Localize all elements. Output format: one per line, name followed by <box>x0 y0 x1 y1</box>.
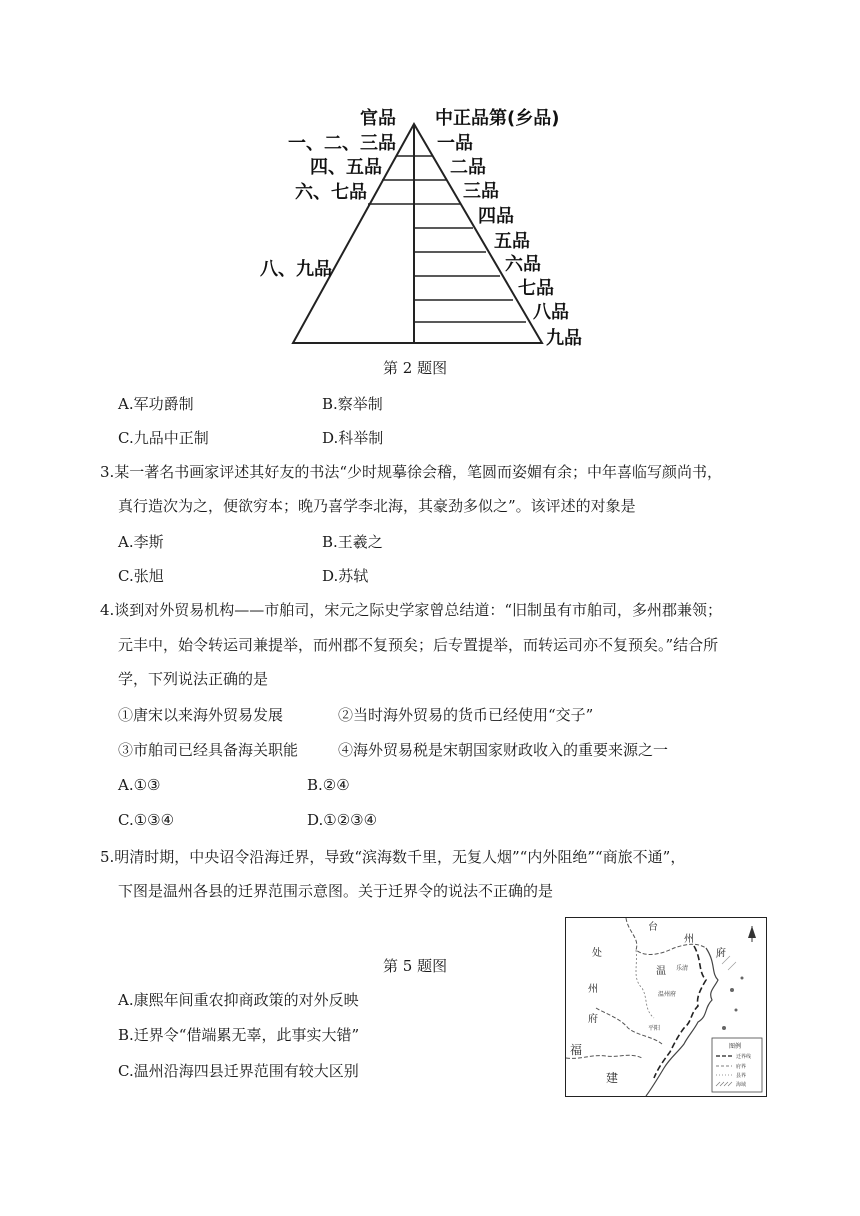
map-label: 州 <box>588 984 598 995</box>
map-label: 处 <box>592 948 602 959</box>
legend-item: 迁界线 <box>736 1054 752 1060</box>
figure-caption: 第 5 题图 <box>383 957 448 975</box>
question-stem: 3.某一著名书画家评述其好友的书法“少时规摹徐会稽，笔圆而姿媚有余；中年喜临写颜尚书， <box>100 463 722 481</box>
island <box>722 1026 726 1030</box>
option-a: A.李斯 <box>118 533 164 551</box>
option-a: A.军功爵制 <box>118 395 194 413</box>
prefecture-boundary <box>626 918 706 954</box>
pyramid-left-label: 四、五品 <box>310 157 382 178</box>
statement-item: ③市舶司已经具备海关职能 <box>118 741 299 759</box>
pyramid-left-label: 六、七品 <box>295 182 367 203</box>
option-d: D.①②③④ <box>307 811 378 829</box>
figure-caption: 第 2 题图 <box>383 359 448 377</box>
map-label: 温 <box>656 966 666 977</box>
question-stem: 真行造次为之，便欲穷本；晚乃喜学李北海，其豪劲多似之”。该评述的对象是 <box>118 497 636 515</box>
legend-title: 图例 <box>729 1043 742 1050</box>
map-label: 台 <box>648 922 658 933</box>
pyramid-right-label: 三品 <box>463 181 499 202</box>
map-label: 平阳 <box>648 1025 661 1032</box>
option-b: B.察举制 <box>322 395 383 413</box>
map-label: 乐清 <box>676 965 689 972</box>
pyramid-left-header: 官品 <box>360 108 396 129</box>
island <box>741 977 744 980</box>
map-label: 府 <box>588 1014 598 1025</box>
pyramid-right-label: 四品 <box>478 206 514 227</box>
option-c: C.张旭 <box>118 567 164 585</box>
option-a: A.①③ <box>118 776 161 794</box>
map-label: 建 <box>606 1071 619 1085</box>
option-c: C.温州沿海四县迁界范围有较大区别 <box>118 1062 359 1080</box>
option-b: B.迁界令“借端累无辜，此事实大错” <box>118 1026 360 1044</box>
option-b: B.②④ <box>307 776 350 794</box>
pyramid-right-label: 九品 <box>546 328 582 349</box>
north-arrow-icon <box>748 926 756 942</box>
island <box>730 988 734 992</box>
pyramid-left-label: 八、九品 <box>260 259 332 280</box>
question-stem: 元丰中，始令转运司兼提举，而州郡不复预矣；后专置提举，而转运司亦不复预矣。”结合所 <box>118 636 719 654</box>
pyramid-figure <box>250 100 610 355</box>
statement-item: ②当时海外贸易的货币已经使用“交子” <box>338 706 594 724</box>
option-c: C.九品中正制 <box>118 429 209 447</box>
option-a: A.康熙年间重农抑商政策的对外反映 <box>118 991 359 1009</box>
wenzhou-map <box>565 917 767 1097</box>
option-d: D.苏轼 <box>322 567 369 585</box>
option-c: C.①③④ <box>118 811 175 829</box>
legend-item: 海域 <box>736 1082 747 1088</box>
pyramid-left-label: 一、二、三品 <box>288 133 396 154</box>
map-label: 温州府 <box>658 991 677 998</box>
map-drawing <box>566 918 766 1096</box>
pyramid-right-label: 七品 <box>518 278 554 299</box>
question-stem: 5.明清时期，中央诏令沿海迁界，导致“滨海数千里，无复人烟”“内外阻绝”“商旅不通”， <box>100 848 686 866</box>
pyramid-right-header: 中正品第(乡品) <box>435 108 560 129</box>
option-d: D.科举制 <box>322 429 384 447</box>
statement-item: ④海外贸易税是宋朝国家财政收入的重要来源之一 <box>338 741 669 759</box>
map-label: 州 <box>684 934 694 945</box>
map-label: 福 <box>570 1043 583 1057</box>
option-b: B.王羲之 <box>322 533 383 551</box>
statement-item: ①唐宋以来海外贸易发展 <box>118 706 284 724</box>
map-label: 府 <box>716 948 726 959</box>
island <box>735 1009 738 1012</box>
pyramid-right-label: 一品 <box>437 133 473 154</box>
map-legend <box>712 1038 762 1092</box>
county-boundary <box>636 950 654 1018</box>
question-stem: 下图是温州各县的迁界范围示意图。关于迁界令的说法不正确的是 <box>118 882 554 900</box>
legend-item: 县界 <box>736 1073 747 1079</box>
pyramid-right-label: 五品 <box>494 231 530 252</box>
question-stem: 学，下列说法正确的是 <box>118 670 269 688</box>
legend-item: 府界 <box>736 1064 747 1070</box>
pyramid-right-label: 八品 <box>533 302 569 323</box>
pyramid-right-label: 二品 <box>450 157 486 178</box>
question-stem: 4.谈到对外贸易机构——市舶司，宋元之际史学家曾总结道：“旧制虽有市舶司，多州郡兼领； <box>100 601 722 619</box>
pyramid-right-label: 六品 <box>505 254 541 275</box>
